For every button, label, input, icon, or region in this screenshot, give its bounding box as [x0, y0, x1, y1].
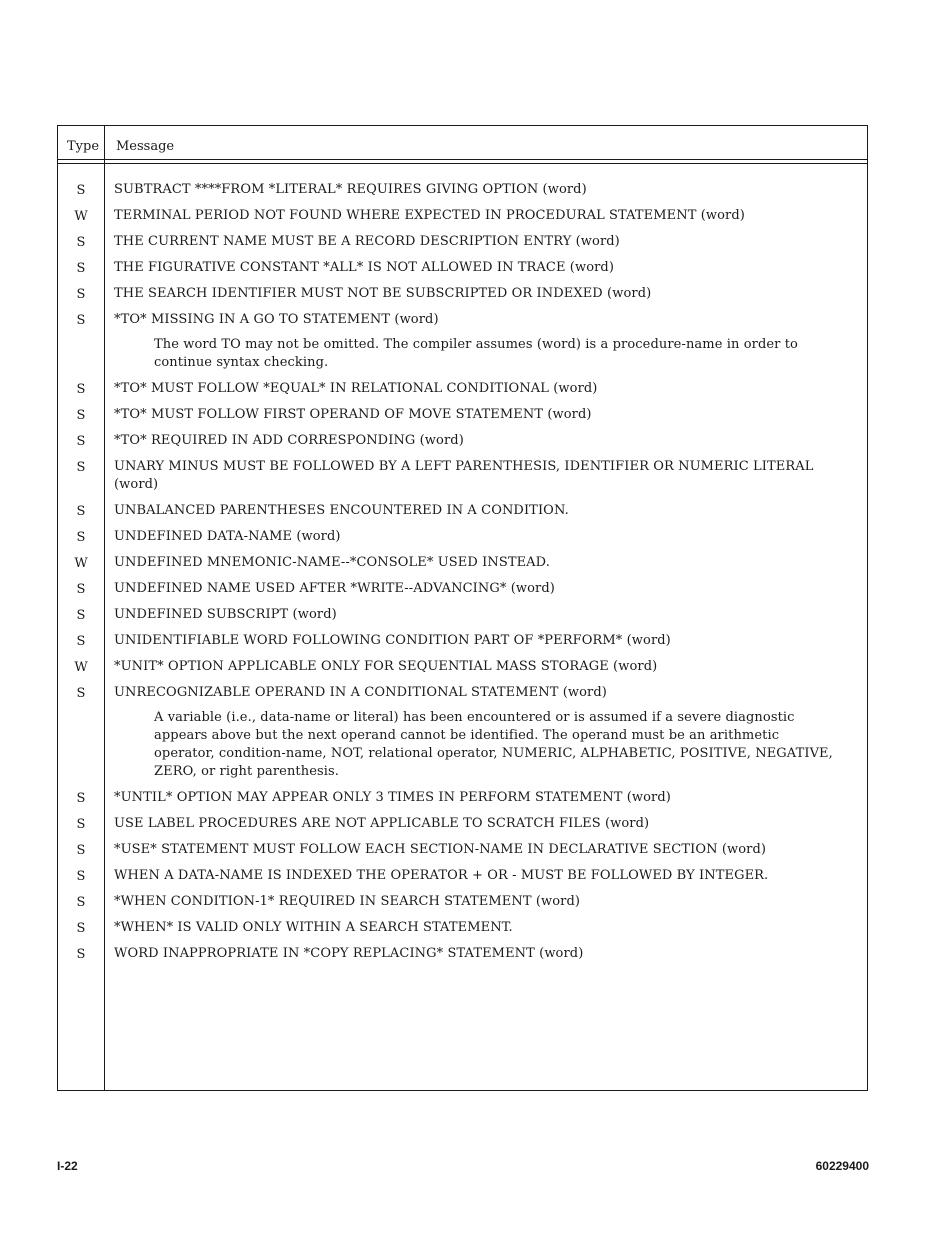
- header-double-rule: [58, 159, 867, 164]
- message-text: THE SEARCH IDENTIFIER MUST NOT BE SUBSCRIPTED OR INDEXED (word): [114, 286, 652, 301]
- message-text: THE CURRENT NAME MUST BE A RECORD DESCRIPTION ENTRY (word): [114, 234, 620, 249]
- message-cell: [104, 207, 867, 225]
- table-row: [58, 658, 867, 676]
- table-row: [58, 815, 867, 833]
- message-cell: [104, 632, 867, 650]
- message-cell: [104, 893, 867, 911]
- message-type: S: [76, 287, 86, 302]
- message-cell: [104, 181, 867, 199]
- message-explanation: A variable (i.e., data-name or literal) has been encountered or is assumed if a severe diagnostic appears above but the next operand cannot be identified. The operand must be an arithmetic operator, condition-name, NOT, relational operator, NUMERIC, ALPHABETIC, POSITIVE, NEGATIVE, ZERO, or right parenthesis.: [154, 710, 833, 779]
- message-cell: [104, 841, 867, 859]
- table-row: [58, 458, 867, 494]
- table-body: [58, 173, 867, 963]
- table-row: [58, 380, 867, 398]
- message-type: S: [76, 235, 86, 250]
- message-cell: [104, 945, 867, 963]
- message-type: S: [76, 869, 86, 884]
- message-type: S: [76, 843, 86, 858]
- table-row: [58, 841, 867, 859]
- message-text: UNRECOGNIZABLE OPERAND IN A CONDITIONAL STATEMENT (word): [114, 685, 607, 700]
- message-type: S: [76, 686, 86, 701]
- table-row: [58, 207, 867, 225]
- table-row: [58, 945, 867, 963]
- message-text: WORD INAPPROPRIATE IN *COPY REPLACING* STATEMENT (word): [114, 946, 584, 961]
- message-text: TERMINAL PERIOD NOT FOUND WHERE EXPECTED IN PROCEDURAL STATEMENT (word): [114, 208, 745, 223]
- table-header: [58, 126, 867, 161]
- message-type: S: [76, 895, 86, 910]
- message-cell: [104, 658, 867, 676]
- message-type: S: [76, 460, 86, 475]
- message-cell: [104, 380, 867, 398]
- message-type: S: [76, 530, 86, 545]
- table-row: [58, 789, 867, 807]
- table-row: [58, 259, 867, 277]
- message-text: *TO* MUST FOLLOW FIRST OPERAND OF MOVE STATEMENT (word): [114, 407, 592, 422]
- message-text: UNDEFINED NAME USED AFTER *WRITE--ADVANCING* (word): [114, 581, 555, 596]
- message-type: S: [76, 382, 86, 397]
- message-type: S: [76, 582, 86, 597]
- message-type: W: [74, 660, 88, 675]
- message-type: S: [76, 261, 86, 276]
- message-cell: [104, 554, 867, 572]
- message-type: S: [76, 947, 86, 962]
- message-text: UNDEFINED MNEMONIC-NAME--*CONSOLE* USED INSTEAD.: [114, 555, 550, 570]
- message-cell: [104, 311, 867, 372]
- message-text: UNDEFINED DATA-NAME (word): [114, 529, 341, 544]
- message-text: THE FIGURATIVE CONSTANT *ALL* IS NOT ALLOWED IN TRACE (word): [114, 260, 615, 275]
- table-row: [58, 893, 867, 911]
- message-type: S: [76, 183, 86, 198]
- message-cell: [104, 580, 867, 598]
- table-row: [58, 181, 867, 199]
- message-table: [57, 125, 868, 1091]
- message-type: S: [76, 608, 86, 623]
- message-type: S: [76, 791, 86, 806]
- message-text: *TO* MUST FOLLOW *EQUAL* IN RELATIONAL CONDITIONAL (word): [114, 381, 598, 396]
- message-text: *WHEN* IS VALID ONLY WITHIN A SEARCH STATEMENT.: [114, 920, 513, 935]
- header-message: Message: [116, 139, 175, 154]
- message-type: W: [74, 209, 88, 224]
- message-cell: [104, 606, 867, 624]
- message-type: W: [74, 556, 88, 571]
- table-row: [58, 502, 867, 520]
- table-row: [58, 684, 867, 781]
- table-row: [58, 919, 867, 937]
- message-cell: [104, 919, 867, 937]
- message-cell: [104, 789, 867, 807]
- message-cell: [104, 406, 867, 424]
- table-row: [58, 528, 867, 546]
- message-cell: [104, 502, 867, 520]
- table-row: [58, 606, 867, 624]
- table-row: [58, 432, 867, 450]
- message-text: UNDEFINED SUBSCRIPT (word): [114, 607, 337, 622]
- message-type: S: [76, 313, 86, 328]
- message-text: *TO* MISSING IN A GO TO STATEMENT (word): [114, 312, 439, 327]
- message-text: USE LABEL PROCEDURES ARE NOT APPLICABLE TO SCRATCH FILES (word): [114, 816, 650, 831]
- message-cell: [104, 684, 867, 781]
- message-type: S: [76, 434, 86, 449]
- header-type: Type: [67, 139, 100, 154]
- document-number: 60229400: [815, 1159, 869, 1173]
- table-row: [58, 285, 867, 303]
- message-cell: [104, 285, 867, 303]
- message-text: UNIDENTIFIABLE WORD FOLLOWING CONDITION PART OF *PERFORM* (word): [114, 633, 671, 648]
- page-number: I-22: [57, 1159, 78, 1173]
- message-text: UNARY MINUS MUST BE FOLLOWED BY A LEFT PARENTHESIS, IDENTIFIER OR NUMERIC LITERAL (word): [114, 459, 814, 492]
- table-row: [58, 233, 867, 251]
- message-type: S: [76, 817, 86, 832]
- message-cell: [104, 233, 867, 251]
- message-text: WHEN A DATA-NAME IS INDEXED THE OPERATOR + OR - MUST BE FOLLOWED BY INTEGER.: [114, 868, 769, 883]
- message-cell: [104, 528, 867, 546]
- message-explanation: The word TO may not be omitted. The compiler assumes (word) is a procedure-name in order to continue syntax checking.: [154, 337, 798, 370]
- table-row: [58, 632, 867, 650]
- message-text: UNBALANCED PARENTHESES ENCOUNTERED IN A CONDITION.: [114, 503, 569, 518]
- table-row: [58, 554, 867, 572]
- message-type: S: [76, 408, 86, 423]
- message-text: *UNIT* OPTION APPLICABLE ONLY FOR SEQUENTIAL MASS STORAGE (word): [114, 659, 658, 674]
- message-type: S: [76, 921, 86, 936]
- table-row: [58, 406, 867, 424]
- message-text: *WHEN CONDITION-1* REQUIRED IN SEARCH STATEMENT (word): [114, 894, 581, 909]
- message-cell: [104, 432, 867, 450]
- message-cell: [104, 458, 867, 494]
- table-row: [58, 867, 867, 885]
- message-text: *UNTIL* OPTION MAY APPEAR ONLY 3 TIMES IN PERFORM STATEMENT (word): [114, 790, 671, 805]
- message-text: *USE* STATEMENT MUST FOLLOW EACH SECTION-NAME IN DECLARATIVE SECTION (word): [114, 842, 767, 857]
- message-text: *TO* REQUIRED IN ADD CORRESPONDING (word): [114, 433, 464, 448]
- message-cell: [104, 815, 867, 833]
- message-cell: [104, 259, 867, 277]
- table-row: [58, 311, 867, 372]
- message-type: S: [76, 634, 86, 649]
- table-row: [58, 580, 867, 598]
- message-type: S: [76, 504, 86, 519]
- message-text: SUBTRACT ****FROM *LITERAL* REQUIRES GIVING OPTION (word): [114, 182, 587, 197]
- message-cell: [104, 867, 867, 885]
